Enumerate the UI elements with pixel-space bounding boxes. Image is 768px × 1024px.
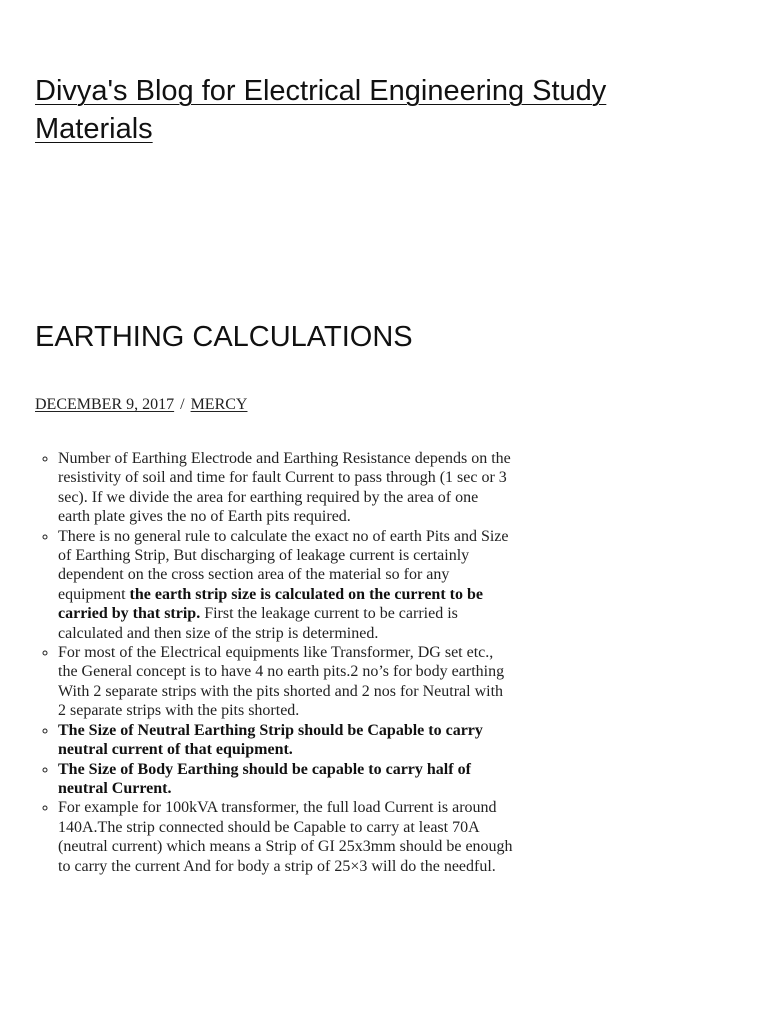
list-item-bold-text: The Size of Neutral Earthing Strip should be Capable to carry neutral current of that equipment. [58, 721, 483, 759]
list-item-bold-text: The Size of Body Earthing should be capable to carry half of neutral Current. [58, 760, 471, 797]
list-item-text: There is no general rule to calculate the exact no of earth Pits and Size of Earthing Strip, But discharging of leakage current is certainly dependent on the cross section area of the material so for any equipment [58, 527, 509, 603]
post-meta [35, 394, 247, 416]
list-item [58, 527, 513, 643]
list-item-text: For example for 100kVA transformer, the full load Current is around 140A.The strip connected should be Capable to carry at least 70A (neutral current) which means a Strip of GI 25x3mm should be enough to carry the current And for body a strip of 25×3 will do the needful. [58, 799, 513, 875]
post-date-link[interactable]: DECEMBER 9, 2017 [35, 396, 175, 413]
site-title-link[interactable]: Divya's Blog for Electrical Engineering Study Materials [35, 75, 607, 145]
meta-separator: / [180, 396, 185, 413]
content-bullet-list [35, 449, 513, 876]
list-item [58, 721, 513, 760]
post-title: EARTHING CALCULATIONS [35, 321, 413, 353]
list-item-text: For most of the Electrical equipments like Transformer, DG set etc., the General concept is to have 4 no earth pits.2 no’s for body earthing With 2 separate strips with the pits shorted and 2 nos for Neutral with 2 separate strips with the pits shorted. [58, 644, 505, 720]
list-item-text: First the leakage current to be carried is calculated and then size of the strip is determined. [58, 605, 458, 642]
list-item-text: Number of Earthing Electrode and Earthing Resistance depends on the resistivity of soil and time for fault Current to pass through (1 sec or 3 sec). If we divide the area for earthing required by the area of one earth plate gives the no of Earth pits required. [58, 450, 511, 526]
list-item [58, 760, 513, 799]
list-item [58, 643, 513, 721]
list-item [58, 449, 513, 527]
list-item [58, 798, 513, 876]
list-item-bold-text: the earth strip size is calculated on the current to be carried by that strip. [58, 585, 483, 623]
author-link[interactable]: MERCY [190, 396, 248, 413]
